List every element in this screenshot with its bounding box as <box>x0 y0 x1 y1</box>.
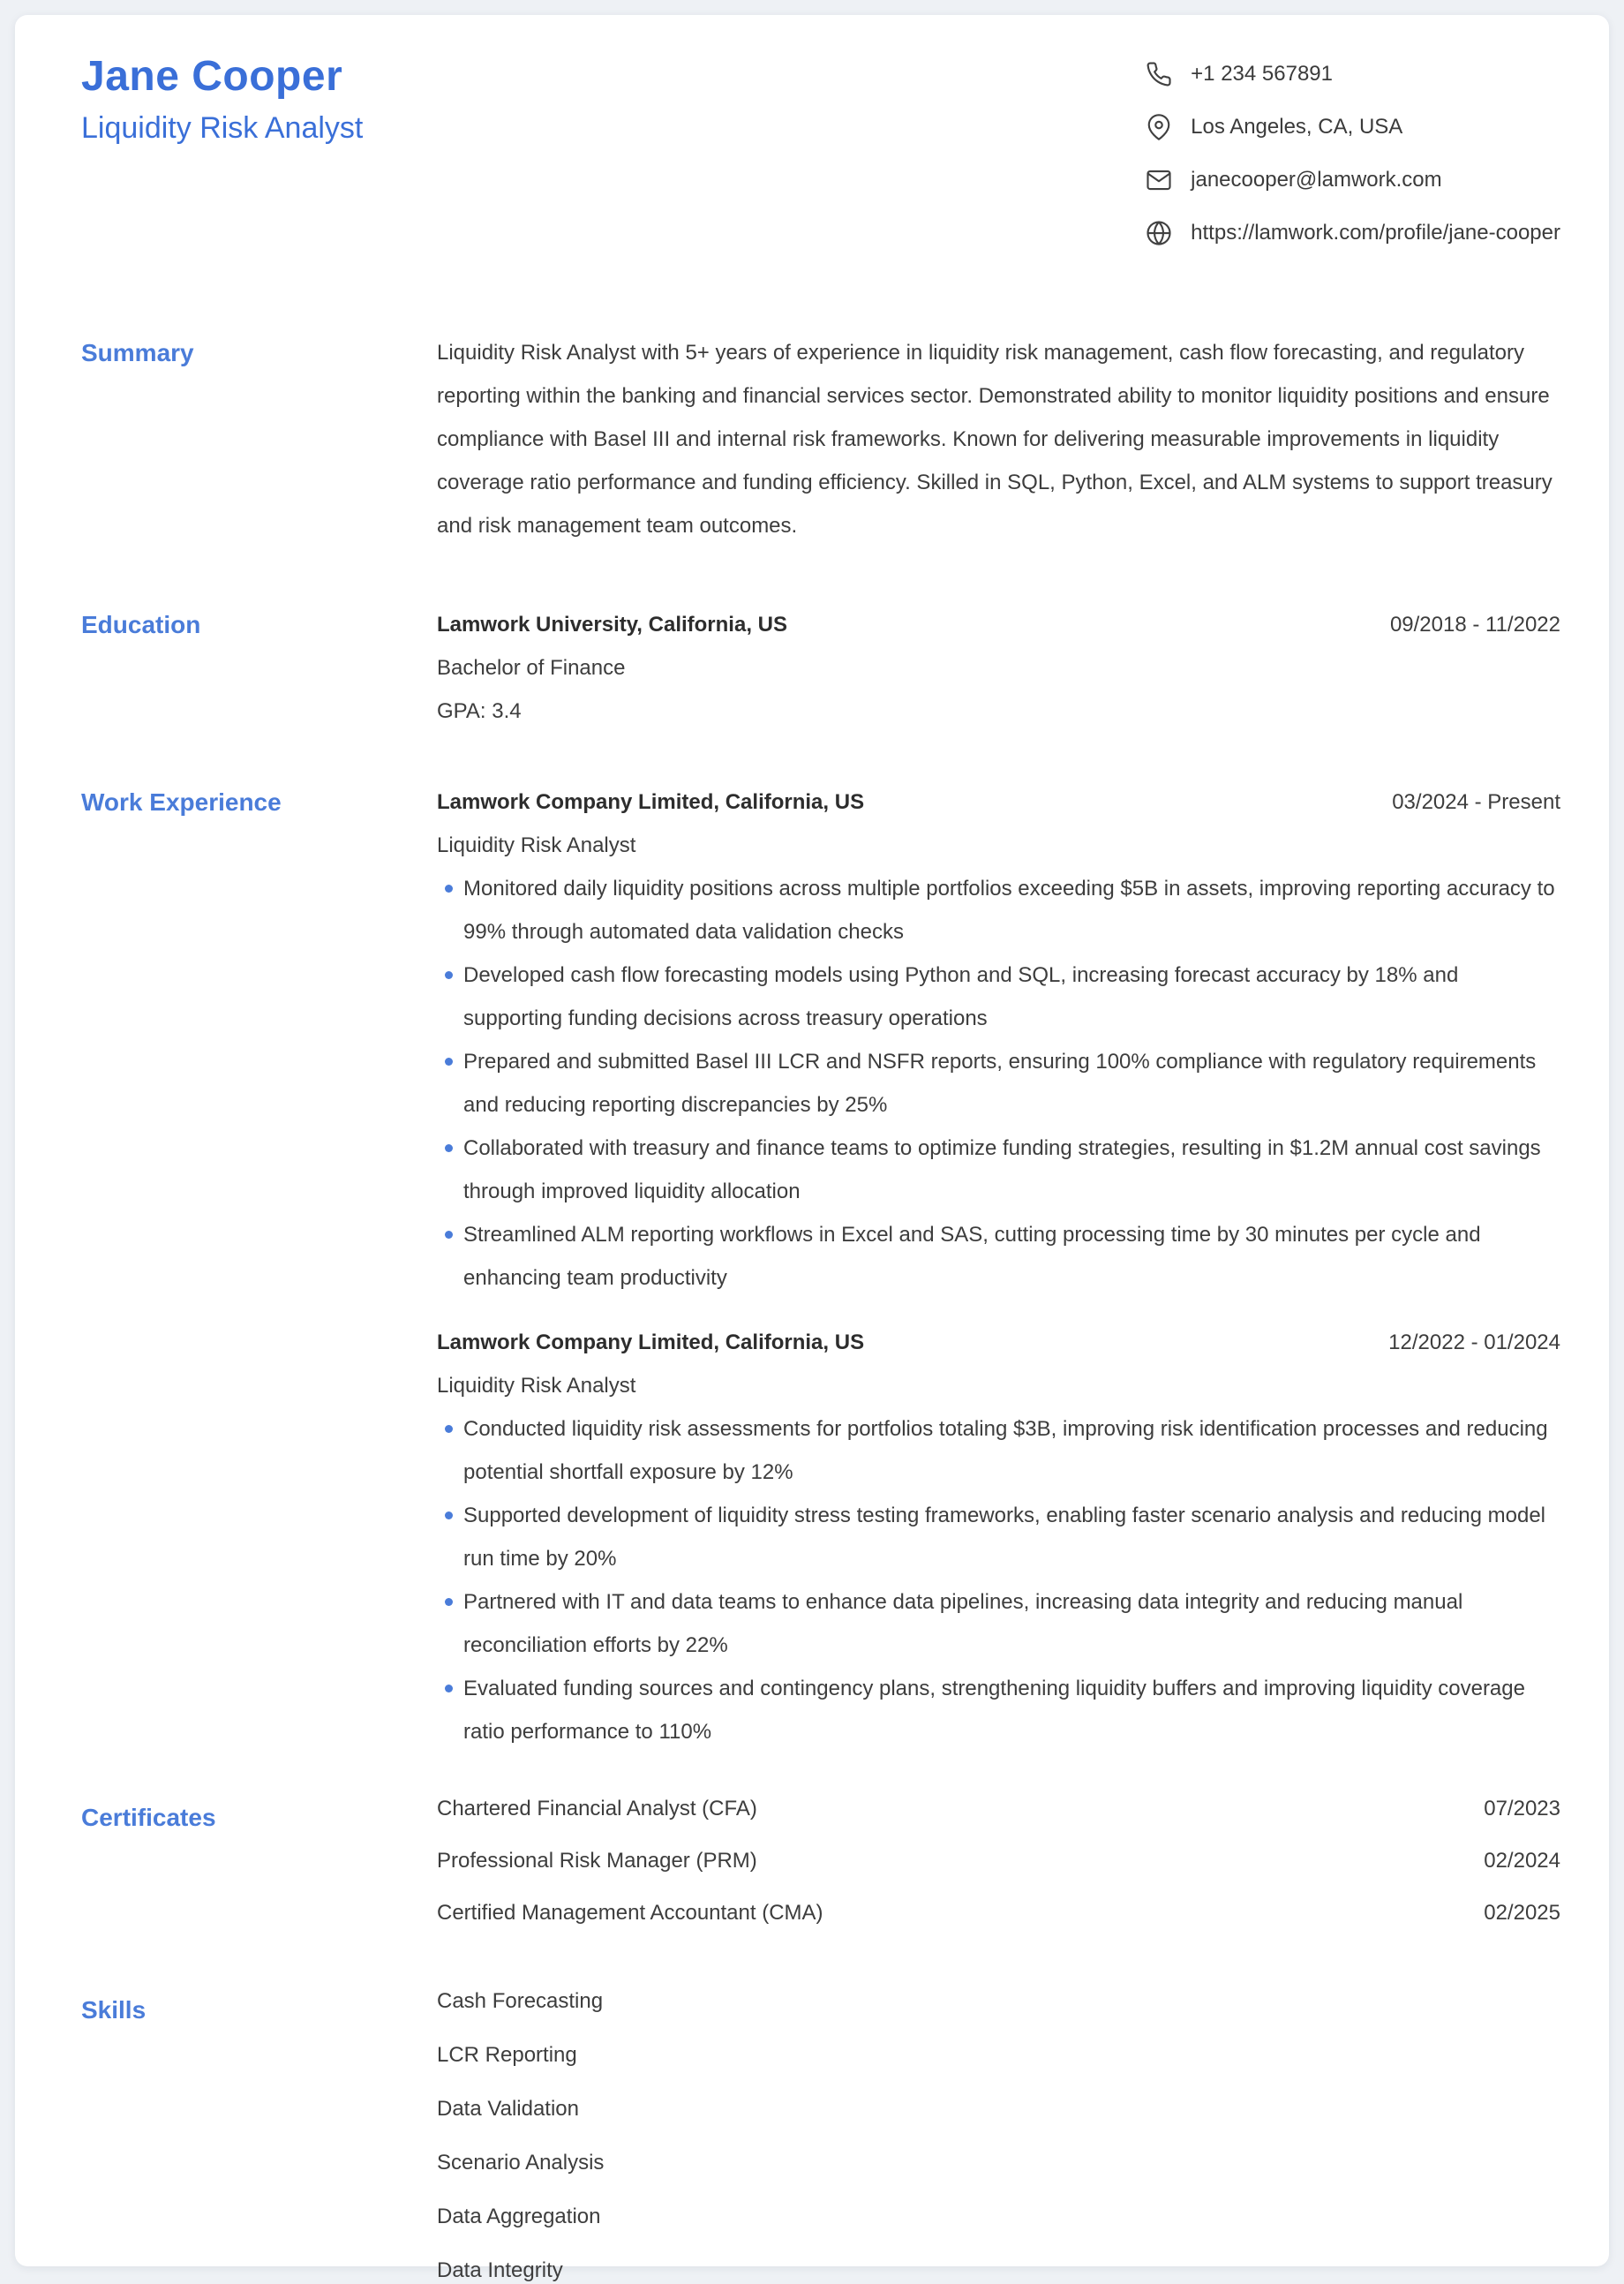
education-heading: Education <box>81 611 201 638</box>
bullet-item: Collaborated with treasury and finance teams to optimize funding strategies, resulting in $1.2M annual cost savings through improved liquidity allocation <box>437 1127 1560 1213</box>
job-entry <box>437 1321 1560 1753</box>
profile-url: https://lamwork.com/profile/jane-cooper <box>1191 221 1560 245</box>
job-entry-header <box>437 1321 1560 1364</box>
job-bullet-list <box>437 867 1560 1300</box>
bullet-item: Developed cash flow forecasting models using Python and SQL, increasing forecast accuracy by 18% and supporting funding decisions across treasury operations <box>437 954 1560 1040</box>
job-role: Liquidity Risk Analyst <box>437 833 636 857</box>
bullet-item: Streamlined ALM reporting workflows in Excel and SAS, cutting processing time by 30 minutes per cycle and enhancing team productivity <box>437 1213 1560 1300</box>
education-degree: Bachelor of Finance <box>437 656 626 680</box>
job-company: Lamwork Company Limited, California, US <box>437 790 865 814</box>
education-institution: Lamwork University, California, US <box>437 613 787 637</box>
summary-heading-col <box>81 331 437 547</box>
skills-heading-col <box>81 1988 437 2284</box>
location-text: Los Angeles, CA, USA <box>1191 115 1403 139</box>
section-education <box>81 603 1560 733</box>
section-skills <box>81 1988 1560 2284</box>
contact-row-location <box>1144 112 1560 141</box>
education-heading-col <box>81 603 437 733</box>
work-content <box>437 780 1560 1753</box>
skill-item: Data Aggregation <box>437 2205 601 2228</box>
job-company: Lamwork Company Limited, California, US <box>437 1330 865 1354</box>
globe-icon <box>1144 218 1173 247</box>
certificates-heading: Certificates <box>81 1804 216 1831</box>
job-entry-header <box>437 780 1560 824</box>
skill-item: Data Integrity <box>437 2258 563 2282</box>
skills-heading: Skills <box>81 1996 147 2024</box>
phone-number: +1 234 567891 <box>1191 62 1333 86</box>
job-entry <box>437 780 1560 1300</box>
certificate-name: Chartered Financial Analyst (CFA) <box>437 1797 757 1820</box>
certificates-content <box>437 1796 1560 1926</box>
job-role: Liquidity Risk Analyst <box>437 1374 636 1398</box>
skill-item: Cash Forecasting <box>437 1989 604 2013</box>
contact-row-email <box>1144 165 1560 194</box>
certificate-row <box>437 1848 1560 1874</box>
identity-block <box>81 52 363 146</box>
contact-block <box>1144 59 1560 247</box>
section-summary <box>81 331 1560 547</box>
certificate-date: 07/2023 <box>1484 1797 1560 1820</box>
location-icon <box>1144 112 1173 141</box>
education-gpa: GPA: 3.4 <box>437 699 522 723</box>
section-certificates <box>81 1796 1560 1926</box>
email-icon <box>1144 165 1173 194</box>
bullet-item: Partnered with IT and data teams to enhance data pipelines, increasing data integrity and reducing manual reconciliation efforts by 22% <box>437 1580 1560 1667</box>
certificate-date: 02/2024 <box>1484 1849 1560 1873</box>
bullet-item: Monitored daily liquidity positions across multiple portfolios exceeding $5B in assets, improving reporting accuracy to 99% through automated data validation checks <box>437 867 1560 954</box>
phone-icon <box>1144 59 1173 88</box>
skills-content <box>437 1988 1560 2284</box>
candidate-title: Liquidity Risk Analyst <box>81 111 364 145</box>
contact-row-phone <box>1144 59 1560 88</box>
education-dates: 09/2018 - 11/2022 <box>1389 613 1560 637</box>
certificate-row <box>437 1900 1560 1926</box>
bullet-item: Prepared and submitted Basel III LCR and NSFR reports, ensuring 100% compliance with regulatory requirements and reducing reporting discrepancies by 25% <box>437 1040 1560 1127</box>
section-work-experience <box>81 780 1560 1753</box>
summary-content <box>437 331 1560 547</box>
candidate-name: Jane Cooper <box>81 53 343 100</box>
certificates-heading-col <box>81 1796 437 1926</box>
summary-text: Liquidity Risk Analyst with 5+ years of experience in liquidity risk management, cash flow forecasting, and regulatory reporting within the banking and financial services sector. Demonstrated ability to monitor liquidity positions and ensure compliance with Basel III and internal risk frameworks. Known for delivering measurable improvements in liquidity coverage ratio performance and funding efficiency. Skilled in SQL, Python, Excel, and ALM systems to support treasury and risk management team outcomes. <box>437 341 1553 538</box>
resume-card <box>15 15 1609 2282</box>
bullet-item: Supported development of liquidity stress testing frameworks, enabling faster scenario analysis and reducing model run time by 20% <box>437 1494 1560 1580</box>
skill-item: LCR Reporting <box>437 2043 577 2067</box>
education-entry-header <box>437 603 1560 646</box>
certificate-name: Professional Risk Manager (PRM) <box>437 1849 757 1873</box>
bullet-item: Conducted liquidity risk assessments for portfolios totaling $3B, improving risk identification processes and reducing potential shortfall exposure by 12% <box>437 1407 1560 1494</box>
certificate-date: 02/2025 <box>1484 1901 1560 1925</box>
resume-header <box>81 52 1560 247</box>
certificate-row <box>437 1796 1560 1822</box>
certificate-name: Certified Management Accountant (CMA) <box>437 1901 823 1925</box>
summary-heading: Summary <box>81 339 194 366</box>
email-text: janecooper@lamwork.com <box>1191 168 1442 192</box>
skill-item: Scenario Analysis <box>437 2151 605 2175</box>
contact-row-website <box>1144 218 1560 247</box>
job-bullet-list <box>437 1407 1560 1753</box>
education-content <box>437 603 1560 733</box>
work-heading: Work Experience <box>81 788 282 816</box>
work-heading-col <box>81 780 437 1753</box>
skill-item: Data Validation <box>437 2097 579 2121</box>
bullet-item: Evaluated funding sources and contingency plans, strengthening liquidity buffers and improving liquidity coverage ratio performance to 110% <box>437 1667 1560 1753</box>
job-dates: 03/2024 - Present <box>1392 790 1560 814</box>
job-dates: 12/2022 - 01/2024 <box>1388 1330 1560 1354</box>
